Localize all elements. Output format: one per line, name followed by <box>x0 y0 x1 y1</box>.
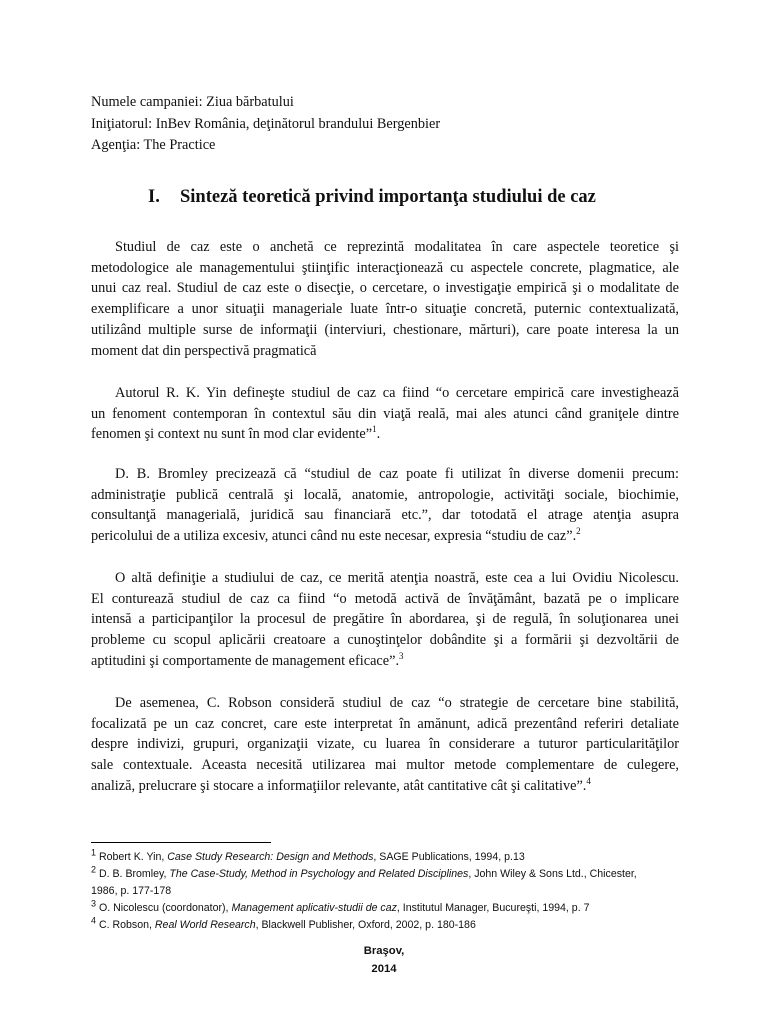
footnote-4 <box>91 917 681 934</box>
text-line-content: analiză, prelucrare şi stocare a informaţiilor relevante, atât cantitative cât şi calitative”. <box>91 777 587 794</box>
page-footer <box>0 942 768 978</box>
section-heading <box>148 187 596 208</box>
footnote-text: , Institutul Manager, Bucureşti, 1994, p. 7 <box>396 902 590 914</box>
text-line: focalizată pe un caz concret, care este interpretat în amănunt, adică prezentând referiri detaliate <box>91 715 679 732</box>
footer-year: 2014 <box>371 963 397 975</box>
text-line <box>91 651 679 672</box>
text-line: unui caz real. Studiul de caz este o disecţie, o cercetare, o investigaţie empirică şi o modalitate de <box>91 280 679 297</box>
footnote-3 <box>91 900 681 917</box>
campaign-name: Numele campaniei: Ziua bărbatului <box>91 94 294 110</box>
footnote-title: Case Study Research: Design and Methods <box>167 851 374 863</box>
section-title: Sinteză teoretică privind importanţa studiului de caz <box>180 187 596 207</box>
footnote-1 <box>91 849 681 866</box>
text-line-content: pericolului de a utiliza excesiv, atunci când nu este necesar, expresia “studiu de caz”. <box>91 528 577 545</box>
text-line <box>91 776 679 797</box>
footnote-text: , SAGE Publications, 1994, p.13 <box>373 851 525 863</box>
text-line: probleme cu scopul aplicării creatoare a cunoştinţelor dobândite şi a formării şi dezvoltării de <box>91 632 679 649</box>
text-line: utilizând multiple surse de informaţii (interviuri, chestionare, mărturi), care poate interesa la un <box>91 321 679 338</box>
footnote-text: , Blackwell Publisher, Oxford, 2002, p. 180-186 <box>255 919 476 931</box>
footnote-2 <box>91 866 681 883</box>
footnote-number: 2 <box>91 864 97 875</box>
footnote-text: O. Nicolescu (coordonator), <box>96 902 232 914</box>
footnote-2-continued <box>91 883 681 900</box>
paragraph-1 <box>91 237 679 361</box>
text-line-content: aptitudini şi comportamente de management eficace”. <box>91 652 400 669</box>
footnote-text: Robert K. Yin, <box>96 851 168 863</box>
paragraph-3 <box>91 464 679 547</box>
text-line: Autorul R. K. Yin defineşte studiul de caz ca fiind “o cercetare empirică care investighează <box>115 385 679 401</box>
text-line: De asemenea, C. Robson consideră studiul de caz “o strategie de cercetare bine stabilită, <box>115 695 679 711</box>
footnote-number: 3 <box>91 898 97 909</box>
footnote-divider <box>91 842 271 843</box>
text-line: Studiul de caz este o anchetă ce reprezintă modalitatea în care aspectele teoretice şi <box>115 239 679 255</box>
campaign-agency: Agenţia: The Practice <box>91 137 216 153</box>
text-line: moment dat din perspectivă pragmatică <box>91 342 317 359</box>
footnote-ref-3[interactable]: 3 <box>399 651 404 662</box>
text-line: D. B. Bromley precizează că “studiul de caz poate fi utilizat în diverse domenii precum: <box>115 466 679 482</box>
footnote-text: , John Wiley & Sons Ltd., Chicester, <box>468 868 637 880</box>
text-line: El conturează studiul de caz ca fiind “o metodă activă de învăţământ, bazată pe o implicare <box>91 590 679 607</box>
footnote-ref-4[interactable]: 4 <box>586 776 591 787</box>
text-line: metodologice ale managementului ştiinţific interacţionează cu aspectele concrete, plagmatice, ale <box>91 259 679 276</box>
footnote-number: 4 <box>91 915 97 926</box>
text-line: O altă definiţie a studiului de caz, ce merită atenţia noastră, este cea a lui Ovidiu Nicolescu. <box>115 570 679 586</box>
text-line <box>91 424 679 445</box>
footnote-title: Real World Research <box>154 919 256 931</box>
text-line: administraţie publică centrală şi locală, anatomie, antropologie, activităţi sociale, biochimie, <box>91 486 679 503</box>
footnotes <box>91 849 681 934</box>
footer-city: Braşov, <box>363 945 405 957</box>
footnote-text: D. B. Bromley, <box>96 868 170 880</box>
footnote-number: 1 <box>91 847 97 858</box>
text-line: despre indivizi, grupuri, organizaţii vizate, cu luarea în considerare a tuturor particularităţilor <box>91 736 679 753</box>
paragraph-4 <box>91 568 679 672</box>
footnote-title: The Case-Study, Method in Psychology and Related Disciplines <box>169 868 469 880</box>
footnote-title: Management aplicativ-studii de caz <box>231 902 397 914</box>
paragraph-5 <box>91 693 679 797</box>
footnote-ref-2[interactable]: 2 <box>576 526 581 537</box>
campaign-initiator: Iniţiatorul: InBev România, deţinătorul brandului Bergenbier <box>91 115 441 132</box>
campaign-info <box>91 92 440 157</box>
line-end: . <box>376 426 381 443</box>
text-line: intensă a participanţilor la procesul de pregătire în abordarea, şi de regulă, în soluţionarea unei <box>91 611 679 628</box>
text-line: consultanţă managerială, juridică sau financiară etc.”, dar totodată el atrage atenţia asupra <box>91 507 679 524</box>
text-line <box>91 526 679 547</box>
footnote-ref-1[interactable]: 1 <box>372 424 377 435</box>
paragraph-2 <box>91 383 679 445</box>
text-line: sale contextuale. Aceasta necesită utilizarea mai multor metode complementare de culegere, <box>91 757 679 774</box>
text-line: un fenoment contemporan în contextul său din viaţă reală, mai ales atunci când graniţele dintre <box>91 405 679 422</box>
footnote-text: C. Robson, <box>96 919 155 931</box>
section-number: I. <box>148 187 160 207</box>
text-line: exemplificare a unor situaţii manageriale luate într-o situaţie concretă, puternic contextualizată, <box>91 301 679 318</box>
footnote-text: 1986, p. 177-178 <box>91 885 172 897</box>
text-line-content: fenomen şi context nu sunt în mod clar evidente” <box>91 426 373 443</box>
